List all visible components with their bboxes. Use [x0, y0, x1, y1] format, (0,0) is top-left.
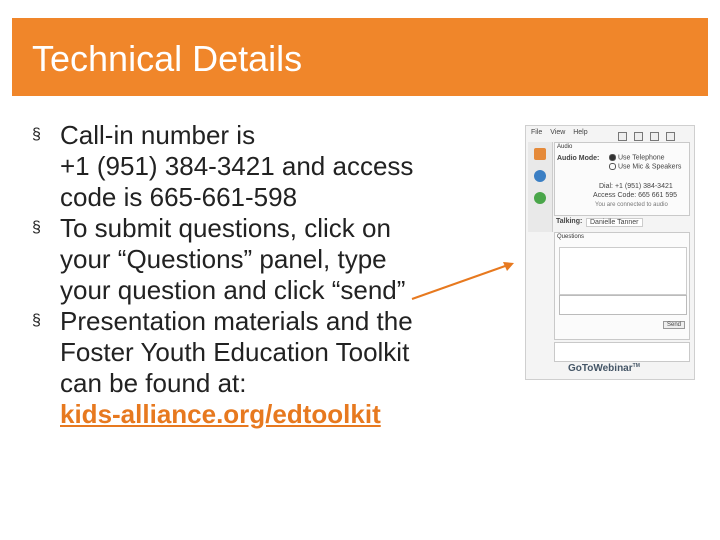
bullet-text-line: +1 (951) 384-3421 and access	[60, 151, 414, 181]
bullet-marker: §	[32, 126, 41, 143]
bullet-text-line: code is 665-661-598	[60, 182, 298, 212]
audio-panel	[554, 142, 690, 216]
footer-box	[554, 342, 690, 362]
use-telephone-label: Use Telephone	[618, 154, 665, 162]
restore-icon[interactable]	[634, 132, 643, 141]
help-icon[interactable]	[650, 132, 659, 141]
bullet-item	[32, 120, 482, 213]
bullet-text-line: Presentation materials and the	[60, 306, 413, 336]
toolkit-link[interactable]: kids-alliance.org/edtoolkit	[60, 399, 381, 429]
menu-file[interactable]: File	[531, 129, 543, 136]
bullet-marker: §	[32, 219, 41, 236]
audio-mode-label: Audio Mode:	[557, 155, 600, 162]
bullet-text-line: Foster Youth Education Toolkit	[60, 337, 410, 367]
talking-row	[554, 216, 688, 229]
bullet-text-line: your “Questions” panel, type	[60, 244, 387, 274]
question-input[interactable]	[559, 295, 687, 315]
title-bar	[12, 18, 708, 96]
use-mic-label: Use Mic & Speakers	[618, 163, 682, 171]
bullet-marker: §	[32, 312, 41, 329]
bullet-text-line: can be found at:	[60, 368, 247, 398]
questions-header: Questions	[557, 234, 585, 240]
menu-bar	[531, 129, 691, 139]
logo-trademark: TM	[632, 363, 640, 369]
bullet-text-line: your question and click “send”	[60, 275, 406, 305]
radio-unselected[interactable]	[609, 163, 616, 170]
audio-icon[interactable]	[534, 148, 546, 160]
minimize-icon[interactable]	[618, 132, 627, 141]
dial-number: Dial: +1 (951) 384-3421	[599, 183, 673, 190]
questions-panel	[554, 232, 690, 340]
minimize-icon[interactable]	[534, 170, 546, 182]
slide-title: Technical Details	[32, 38, 303, 79]
gotowebinar-logo	[568, 363, 640, 374]
connected-status: You are connected to audio	[595, 202, 668, 208]
menu-help[interactable]: Help	[573, 129, 588, 136]
use-telephone-option[interactable]	[609, 154, 665, 161]
logo-text: GoToWebinar	[568, 363, 633, 374]
gotowebinar-screenshot	[525, 125, 695, 380]
talking-label: Talking:	[556, 218, 583, 225]
bullet-text-line: To submit questions, click on	[60, 213, 391, 243]
questions-log	[559, 247, 687, 295]
send-button[interactable]: Send	[663, 321, 685, 329]
talking-name: Danielle Tanner	[586, 218, 643, 227]
radio-selected[interactable]	[609, 154, 616, 161]
use-mic-option[interactable]	[609, 163, 681, 170]
chat-icon[interactable]	[534, 192, 546, 204]
access-code: Access Code: 665 661 595	[593, 192, 678, 199]
pointer-arrow	[410, 255, 520, 305]
bullet-text-line: Call-in number is	[60, 120, 256, 150]
menu-view[interactable]: View	[550, 129, 566, 136]
audio-header: Audio	[557, 144, 573, 150]
close-icon[interactable]	[666, 132, 675, 141]
bullet-item	[32, 306, 482, 430]
control-sidebar	[528, 142, 553, 232]
